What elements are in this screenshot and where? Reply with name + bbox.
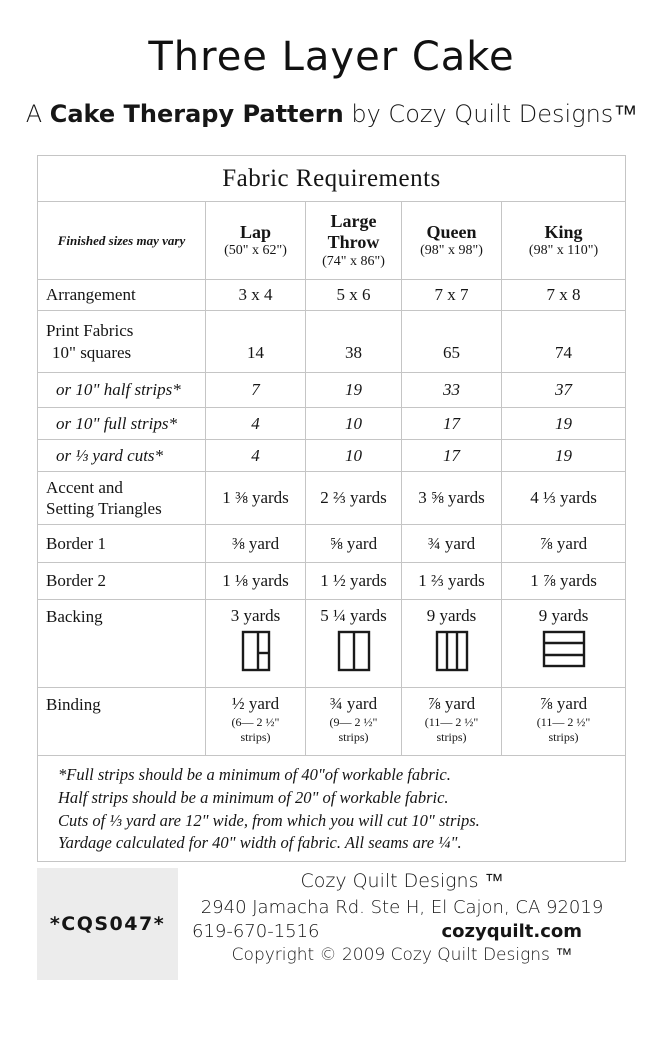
row-label: Backing xyxy=(38,600,206,688)
value-cell: 38 xyxy=(306,311,402,373)
footer-phone: 619-670-1516 xyxy=(192,921,320,943)
row-accent-setting-triangles xyxy=(38,472,626,525)
binding-amount: ⅞ yard xyxy=(539,694,588,713)
row-backing xyxy=(38,600,626,688)
footnote-line: Yardage calculated for 40" width of fabric. All seams are ¼". xyxy=(58,833,462,853)
value-cell: 1 ½ yards xyxy=(306,563,402,600)
table-title: Fabric Requirements xyxy=(38,156,626,202)
backing-three-vertical-panels-icon xyxy=(435,630,469,672)
masthead xyxy=(0,34,663,129)
backing-three-horizontal-panels-icon xyxy=(542,630,586,668)
value-cell: 19 xyxy=(502,408,626,440)
footer-midline xyxy=(178,918,626,942)
column-header-row xyxy=(38,202,626,280)
value-cell: ¾ yard xyxy=(402,525,502,563)
value-cell: 17 xyxy=(402,408,502,440)
item-code-box xyxy=(37,868,178,980)
column-header-king xyxy=(502,202,626,280)
value-cell: 4 xyxy=(206,440,306,472)
column-header-queen xyxy=(402,202,502,280)
column-name: King xyxy=(544,221,583,242)
value-cell: 37 xyxy=(502,373,626,408)
value-cell: 3 x 4 xyxy=(206,280,306,311)
value-cell: ⅜ yard xyxy=(206,525,306,563)
value-cell: 74 xyxy=(502,311,626,373)
value-cell: 14 xyxy=(206,311,306,373)
value-cell: 1 ⅞ yards xyxy=(502,563,626,600)
value-cell: 1 ⅜ yards xyxy=(206,472,306,525)
value-cell: 19 xyxy=(306,373,402,408)
value-cell: 7 x 7 xyxy=(402,280,502,311)
column-size: (98" x 98") xyxy=(420,243,483,259)
row-label-line2: 10" squares xyxy=(52,342,132,362)
footnotes-row xyxy=(38,756,626,862)
row-label: Border 1 xyxy=(38,525,206,563)
page-title: Three Layer Cake xyxy=(148,34,515,80)
binding-note: (11— 2 ½" strips) xyxy=(424,715,479,744)
column-size: (50" x 62") xyxy=(224,243,287,259)
row-label: or ⅓ yard cuts* xyxy=(38,440,206,472)
binding-note: (6— 2 ½" strips) xyxy=(231,715,280,744)
subtitle-pattern-name: Cake Therapy Pattern xyxy=(49,100,344,128)
value-cell: 10 xyxy=(306,408,402,440)
value-cell: 5 x 6 xyxy=(306,280,402,311)
footnote-line: Cuts of ⅓ yard are 12" wide, from which you will cut 10" strips. xyxy=(58,810,480,830)
row-label xyxy=(38,311,206,373)
footer-website: cozyquilt.com xyxy=(441,921,582,943)
value-cell: 7 x 8 xyxy=(502,280,626,311)
value-cell: 4 xyxy=(206,408,306,440)
fabric-requirements-table xyxy=(37,155,626,862)
value-cell xyxy=(306,600,402,688)
binding-note: (9— 2 ½" strips) xyxy=(329,715,378,744)
footnote-line: Half strips should be a minimum of 20" of workable fabric. xyxy=(58,787,449,807)
binding-amount: ¾ yard xyxy=(329,694,378,713)
footer-copyright: Copyright © 2009 Cozy Quilt Designs ™ xyxy=(231,945,573,966)
page-footer xyxy=(37,868,626,980)
row-print-fabrics xyxy=(38,311,626,373)
row-label: or 10" half strips* xyxy=(38,373,206,408)
row-label xyxy=(38,472,206,525)
row-label: Arrangement xyxy=(38,280,206,311)
column-name: Lap xyxy=(239,221,272,242)
value-cell: 3 ⅝ yards xyxy=(402,472,502,525)
row-label-line1: Accent and xyxy=(46,477,123,497)
footer-address: 2940 Jamacha Rd. Ste H, El Cajon, CA 92019 xyxy=(200,897,604,919)
row-half-strips xyxy=(38,373,626,408)
row-label-line1: Print Fabrics xyxy=(46,321,134,341)
value-cell xyxy=(206,600,306,688)
value-cell xyxy=(502,688,626,756)
binding-note: (11— 2 ½" strips) xyxy=(536,715,591,744)
size-note-cell xyxy=(38,202,206,280)
backing-two-vertical-panels-icon xyxy=(337,630,371,672)
value-cell: 65 xyxy=(402,311,502,373)
value-cell: 1 ⅛ yards xyxy=(206,563,306,600)
binding-amount: ⅞ yard xyxy=(427,694,476,713)
backing-amount: 9 yards xyxy=(426,606,477,625)
value-cell: 1 ⅔ yards xyxy=(402,563,502,600)
footer-company: Cozy Quilt Designs ™ xyxy=(300,870,504,893)
value-cell xyxy=(306,688,402,756)
row-full-strips xyxy=(38,408,626,440)
row-border-2 xyxy=(38,563,626,600)
binding-amount: ½ yard xyxy=(231,694,280,713)
column-header-large-throw xyxy=(306,202,402,280)
backing-two-panels-split-right-icon xyxy=(241,630,271,672)
value-cell: 10 xyxy=(306,440,402,472)
item-code: *CQS047* xyxy=(49,913,166,936)
value-cell xyxy=(402,600,502,688)
subtitle-suffix: by Cozy Quilt Designs™ xyxy=(343,100,638,128)
backing-amount: 3 yards xyxy=(230,606,281,625)
value-cell: 4 ⅓ yards xyxy=(502,472,626,525)
backing-amount: 9 yards xyxy=(538,606,589,625)
row-binding xyxy=(38,688,626,756)
value-cell xyxy=(402,688,502,756)
footnotes xyxy=(38,756,626,862)
subtitle-prefix: A xyxy=(25,100,50,128)
size-note: Finished sizes may vary xyxy=(57,232,186,248)
table-title-row xyxy=(38,156,626,202)
value-cell: ⅞ yard xyxy=(502,525,626,563)
footnote-line: *Full strips should be a minimum of 40"of workable fabric. xyxy=(58,765,451,784)
column-size: (74" x 86") xyxy=(322,253,385,269)
row-border-1 xyxy=(38,525,626,563)
footer-contact-block xyxy=(178,868,626,980)
value-cell xyxy=(206,688,306,756)
row-label: Binding xyxy=(38,688,206,756)
column-header-lap xyxy=(206,202,306,280)
column-name: Large Throw xyxy=(327,211,380,252)
row-arrangement xyxy=(38,280,626,311)
value-cell xyxy=(502,600,626,688)
value-cell: 19 xyxy=(502,440,626,472)
row-third-yard-cuts xyxy=(38,440,626,472)
row-label: or 10" full strips* xyxy=(38,408,206,440)
page-subtitle xyxy=(0,100,663,129)
value-cell: 7 xyxy=(206,373,306,408)
value-cell: 2 ⅔ yards xyxy=(306,472,402,525)
column-name: Queen xyxy=(426,221,477,242)
value-cell: 33 xyxy=(402,373,502,408)
column-size: (98" x 110") xyxy=(528,243,599,259)
value-cell: ⅝ yard xyxy=(306,525,402,563)
row-label-line2: Setting Triangles xyxy=(46,499,162,518)
backing-amount: 5 ¼ yards xyxy=(320,606,387,625)
row-label: Border 2 xyxy=(38,563,206,600)
value-cell: 17 xyxy=(402,440,502,472)
